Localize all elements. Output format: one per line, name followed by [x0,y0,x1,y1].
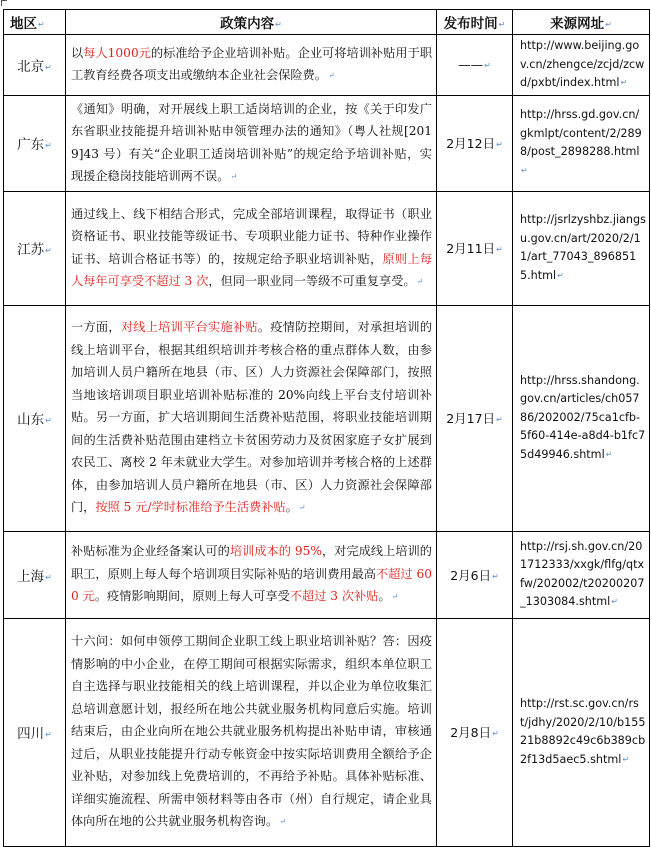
source-url-link[interactable]: http://rsj.sh.gov.cn/201712333/xxgk/flfg/qtxfw/202002/t20200207_1303084.shtml↵ [513,531,650,618]
header-row [4,10,650,35]
region-cell: 广东↵ [4,95,66,191]
source-url-link[interactable]: http://hrss.shandong.gov.cn/articles/ch05786/202002/75ca1cfb-5f60-414e-a8d4-b1fc75d49946.shtml↵ [513,305,650,531]
table-row [4,618,650,846]
source-url-link[interactable]: http://www.beijing.gov.cn/zhengce/zcjd/zcwd/pxbt/index.html↵ [513,35,650,96]
header-region: 地区↵ [4,10,66,35]
header-date: 发布时间↵ [437,10,513,35]
table-row [4,95,650,191]
policy-table [3,9,650,847]
page-corner-marker [1,0,7,6]
region-cell: 上海↵ [4,531,66,618]
table-row [4,305,650,531]
date-cell: 2月17日↵ [437,305,513,531]
content-cell: 十六问：如何申领停工期间企业职工线上职业培训补贴？答：因疫情影响的中小企业，在停工期间可根据实际需求，组织本单位职工自主选择与职业技能相关的线上培训课程，并以企业为单位收集汇总培训意愿计划，报经所在地公共就业服务机构同意后实施。培训结束后，由企业向所在地公共就业服务机构提出补贴申请，审核通过后，从职业技能提升行动专帐资金中按实际培训费用全额给予企业补贴，对参加线上免费培训的，不再给予补贴。具体补贴标准、详细实施流程、所需申领材料等由各市（州）自行规定，请企业具体向所在地的公共就业服务机构咨询。↵ [66,618,437,846]
region-cell: 北京↵ [4,35,66,96]
date-cell: 2月12日↵ [437,95,513,191]
header-content: 政策内容↵ [66,10,437,35]
content-cell: 以每人1000元的标准给予企业培训补贴。企业可将培训补贴用于职工教育经费各项支出或缴纳本企业社会保险费。↵ [66,35,437,96]
date-cell: 2月6日↵ [437,531,513,618]
content-cell: 一方面，对线上培训平台实施补贴。疫情防控期间，对承担培训的线上培训平台，根据其组织培训并考核合格的重点群体人数，由参加培训人员户籍所在地县（市、区）人力资源社会保障部门，按照当地该培训项目职业培训补贴标准的 20%向线上平台支付培训补贴。另一方面，扩大培训期间生活费补贴范围，将职业技能培训期间的生活费补贴范围由建档立卡贫困劳动力及贫困家庭子女扩展到农民工、离校 2 年未就业大学生。对参加培训并考核合格的上述群体，由参加培训人员户籍所在地县（市、区）人力资源社会保障部门，按照 5 元/学时标准给予生活费补贴。↵ [66,305,437,531]
date-cell: ——↵ [437,35,513,96]
source-url-link[interactable]: http://hrss.gd.gov.cn/gkmlpt/content/2/2898/post_2898288.html↵ [513,95,650,191]
source-url-link[interactable]: http://rst.sc.gov.cn/rst/jdhy/2020/2/10/b15521b8892c49c6b389cb2f13d5aec5.shtml↵ [513,618,650,846]
region-cell: 山东↵ [4,305,66,531]
table-row [4,35,650,96]
region-cell: 四川↵ [4,618,66,846]
content-cell: 《通知》明确，对开展线上职工适岗培训的企业，按《关于印发广东省职业技能提升培训补贴申领管理办法的通知》（粤人社规[2019]43 号）有关“企业职工适岗培训补贴”的规定给予培训补贴，实现援企稳岗技能培训两不误。↵ [66,95,437,191]
source-url-link[interactable]: http://jsrlzyshbz.jiangsu.gov.cn/art/2020/2/11/art_77043_8968515.html↵ [513,191,650,305]
content-cell: 通过线上、线下相结合形式，完成全部培训课程，取得证书（职业资格证书、职业技能等级证书、专项职业能力证书、特种作业操作证书、培训合格证书等）的，按规定给予职业培训补贴，原则上每人每年可享受不超过 3 次，但同一职业同一等级不可重复享受。↵ [66,191,437,305]
date-cell: 2月11日↵ [437,191,513,305]
table-row [4,531,650,618]
region-cell: 江苏↵ [4,191,66,305]
date-cell: 2月8日↵ [437,618,513,846]
table-row [4,191,650,305]
content-cell: 补贴标准为企业经备案认可的培训成本的 95%，对完成线上培训的职工，原则上每人每个培训项目实际补贴的培训费用最高不超过 600 元。疫情影响期间，原则上每人可享受不超过 3 次补贴。↵ [66,531,437,618]
header-url: 来源网址↵ [513,10,650,35]
